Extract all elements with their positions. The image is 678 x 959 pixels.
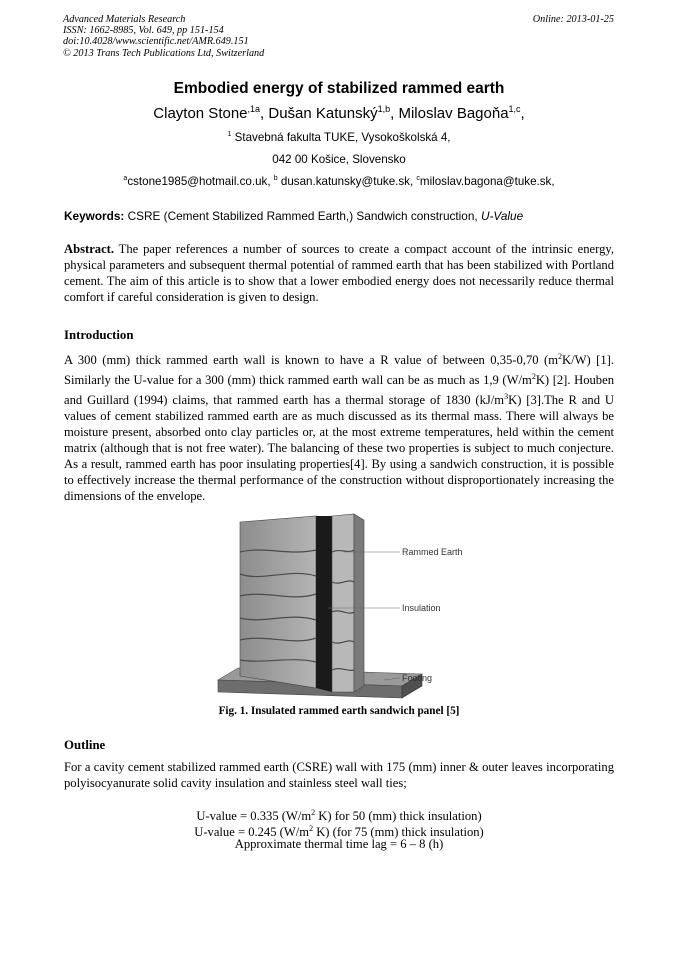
author-name: Miloslav Bagoňa	[398, 105, 509, 122]
author-separator: ,	[520, 105, 525, 122]
insulation-layer	[316, 516, 332, 692]
email-marker: a	[123, 175, 128, 183]
figure-rammed-earth-panel	[204, 512, 474, 704]
superscript: 3	[504, 392, 509, 402]
eq-text: K) (for 75 (mm) thick insulation)	[313, 825, 484, 840]
email-link[interactable]: dusan.katunsky@tuke.sk,	[277, 175, 417, 188]
email-marker: b	[273, 175, 278, 183]
author-separator: ,	[390, 105, 399, 122]
label-footing: Footing	[402, 673, 433, 683]
keywords	[64, 209, 614, 223]
equation-3: Approximate thermal time lag = 6 – 8 (h)	[234, 837, 444, 851]
label-rammed-earth: Rammed Earth	[402, 547, 463, 557]
online-date: Online: 2013-01-25	[532, 14, 614, 25]
email-marker: c	[416, 175, 420, 183]
issn: ISSN: 1662-8985, Vol. 649, pp 151-154	[63, 25, 224, 37]
eq-text: K) for 50 (mm) thick insulation)	[315, 809, 482, 824]
label-insulation: Insulation	[402, 603, 441, 613]
outline-heading: Outline	[64, 738, 106, 752]
superscript: 2	[558, 352, 563, 361]
journal-header	[63, 14, 264, 59]
intro-text: K/W) [1]. Similarly the U-value for a 300 (mm) thick rammed earth wall can be as much as 1,9 (W/m	[64, 353, 615, 388]
author-list	[0, 104, 678, 122]
intro-text: A 300 (mm) thick rammed earth wall is known to have a R value of between 0,35-0,70 (m	[64, 353, 559, 368]
introduction-heading: Introduction	[64, 328, 134, 342]
eq-text: U-value = 0.245 (W/m	[194, 825, 310, 840]
intro-text: K) [2]. Houben and Guillard (1994) claims, that rammed earth has a thermal storage of 1830 (kJ/m	[64, 373, 614, 408]
rammed-earth-panel-illustration	[204, 512, 474, 704]
affiliation-line-2: 042 00 Košice, Slovensko	[272, 153, 406, 166]
wall-right-leaf	[332, 514, 354, 692]
author-separator: ,	[260, 105, 269, 122]
paper-title: Embodied energy of stabilized rammed earth	[173, 80, 505, 97]
outline-body: For a cavity cement stabilized rammed earth (CSRE) wall with 175 (mm) inner & outer leaves incorporating polyisocyanurate solid cavity insulation and stainless steel wall ties;	[64, 760, 614, 790]
intro-text: K) [3].The R and U values of cement stabilized rammed earth are as much discussed as its thermal mass. There will always be moisture present, absorbed onto clay particles or, at the most extreme temperatures, held within the cement matrix (although that is not free water). The balancing of these two properties is subject to much conjecture. As a result, rammed earth has poor insulating properties[4]. By using a sandwich construction, it is possible to effectively increase the thermal performance of the construction without disproportionately increasing the dimensions of the envelope.	[64, 393, 614, 503]
author-affil-marker: 1,b	[377, 104, 391, 114]
affiliation-line-1	[0, 131, 678, 144]
introduction-body	[64, 349, 614, 505]
author-affil-marker: 1,c	[508, 104, 521, 114]
email-link[interactable]: miloslav.bagona@tuke.sk,	[419, 175, 555, 188]
author-affil-marker: ,1a	[247, 104, 261, 114]
keywords-label: Keywords:	[64, 209, 125, 223]
affiliation-text: Stavebná fakulta TUKE, Vysokoškolská 4,	[234, 131, 451, 144]
keywords-italic: U-Value	[480, 209, 524, 223]
author-name: Clayton Stone	[153, 105, 248, 122]
abstract	[64, 242, 614, 306]
email-line	[0, 175, 678, 188]
email-link[interactable]: cstone1985@hotmail.co.uk,	[127, 175, 274, 188]
author-name: Dušan Katunský	[268, 105, 378, 122]
superscript: 2	[309, 824, 314, 833]
superscript: 2	[311, 808, 316, 817]
eq-text: U-value = 0.335 (W/m	[196, 809, 312, 824]
abstract-label: Abstract.	[64, 242, 115, 256]
affil-marker: 1	[227, 131, 232, 139]
figure-caption: Fig. 1. Insulated rammed earth sandwich panel [5]	[218, 705, 460, 717]
abstract-text: The paper references a number of sources to create a compact account of the intrinsic energy, physical parameters and subsequent thermal potential of rammed earth that has been stabilized with Portland cement. The aim of this article is to show that a lower embodied energy does not necessarily reduce thermal comfort if careful consideration is given to design.	[64, 242, 614, 304]
doi: doi:10.4028/www.scientific.net/AMR.649.151	[63, 36, 249, 48]
wall-right-side	[354, 514, 364, 692]
copyright: © 2013 Trans Tech Publications Ltd, Switzerland	[63, 47, 265, 59]
journal-name: Advanced Materials Research	[63, 14, 186, 25]
keywords-text: CSRE (Cement Stabilized Rammed Earth,) Sandwich construction,	[124, 209, 481, 223]
superscript: 2	[531, 372, 536, 382]
wall-left-leaf	[240, 516, 316, 688]
